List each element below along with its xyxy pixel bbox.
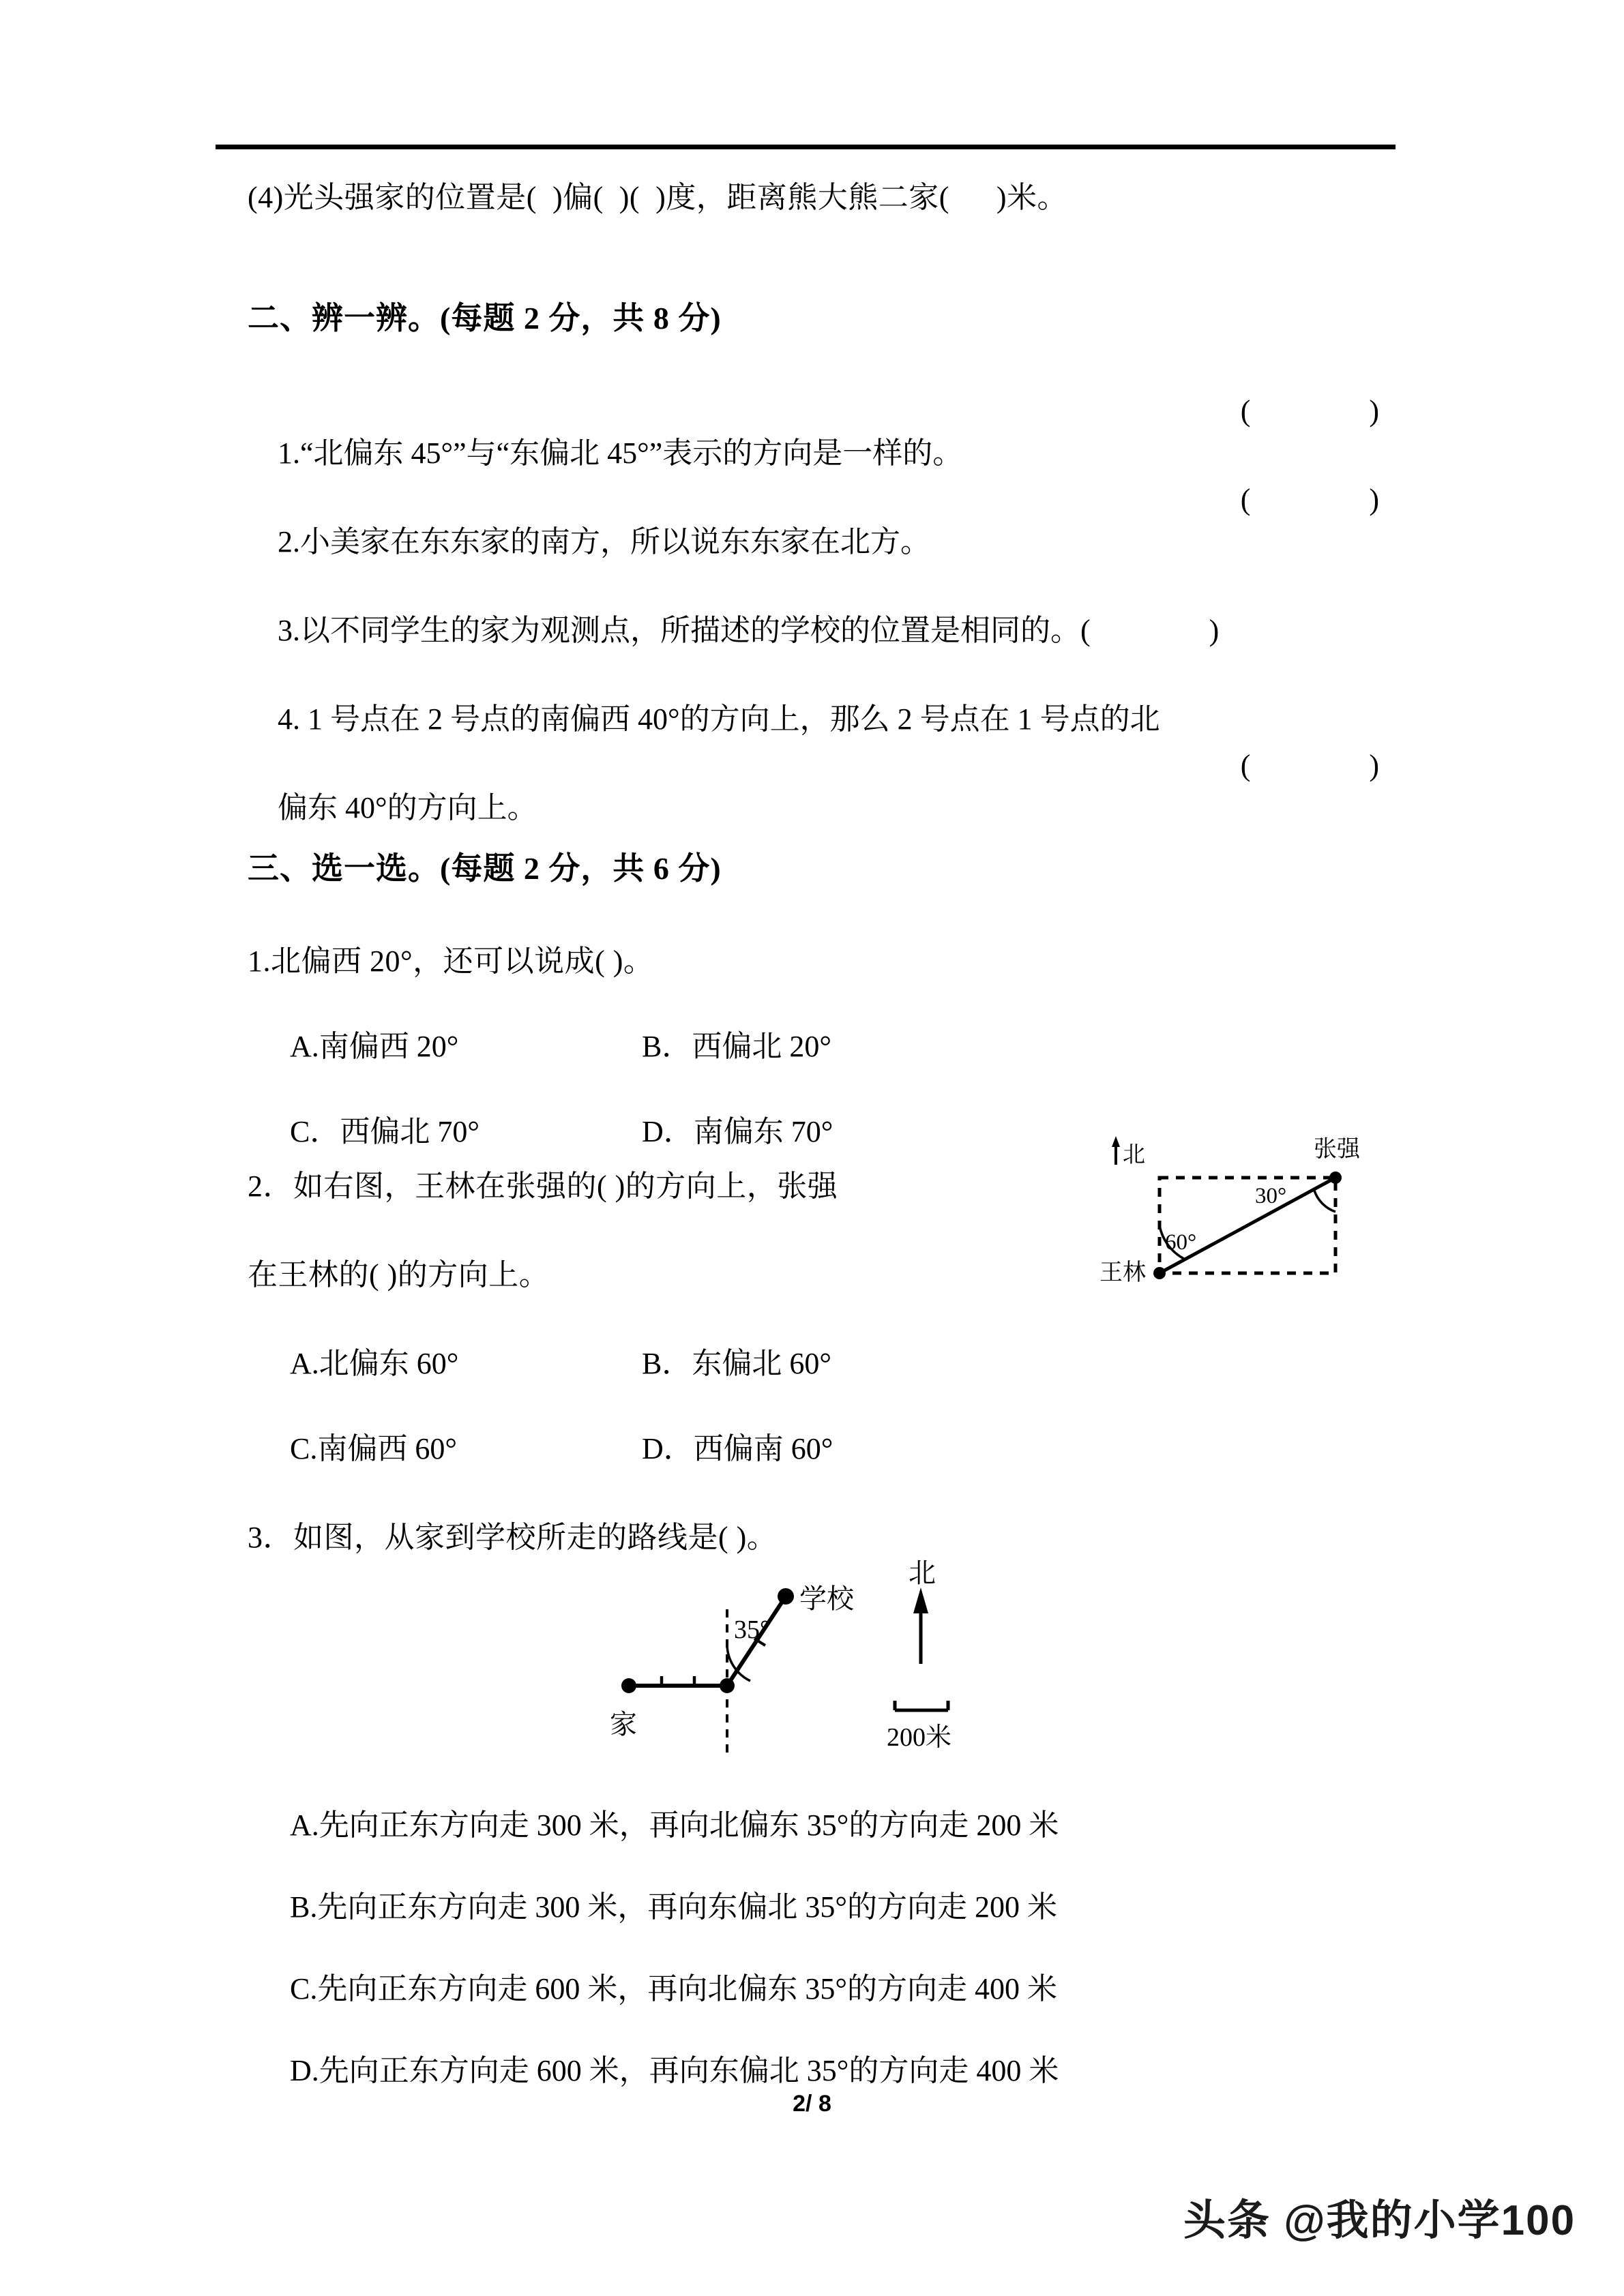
question-2-diagram: [1097, 1132, 1390, 1302]
choice-question-2-option-a[interactable]: A.北偏东 60°: [290, 1347, 459, 1380]
question-2-point-wanglin: [1153, 1267, 1166, 1279]
true-false-item-3-answer-bracket[interactable]: ( ): [1080, 614, 1237, 647]
question-3-point-school: [778, 1588, 794, 1605]
question-3-diagram-svg: [600, 1555, 1023, 1759]
question-3-angle-label-35: 35°: [734, 1615, 771, 1644]
question-3-scale-label: 200米: [887, 1723, 952, 1752]
choice-question-3-option-a[interactable]: A.先向正东方向走 300 米，再向北偏东 35°的方向走 200 米: [290, 1808, 1059, 1842]
true-false-item-4-text-line2: 偏东 40°的方向上。: [278, 791, 537, 824]
question-2-point-zhangqiang: [1329, 1172, 1342, 1184]
question-2-angle-arc-b: [1314, 1191, 1335, 1212]
question-3-north-label: 北: [909, 1557, 936, 1588]
choice-question-2-option-b[interactable]: B．东偏北 60°: [642, 1347, 831, 1380]
question-2-angle-label-60: 60°: [1165, 1230, 1197, 1255]
section-two-heading: 二、辨一辨。(每题 2 分，共 8 分): [248, 301, 722, 336]
question-2-north-label: 北: [1123, 1143, 1145, 1167]
choice-question-3-stem: 3．如图，从家到学校所走的路线是( )。: [248, 1521, 778, 1554]
page-number: 2/ 8: [793, 2091, 831, 2117]
choice-question-3-option-d[interactable]: D.先向正东方向走 600 米，再向东偏北 35°的方向走 400 米: [290, 2054, 1059, 2087]
true-false-item-2-text: 2.小美家在东东家的南方，所以说东东家在北方。: [278, 525, 930, 558]
true-false-item-1-text: 1.“北偏东 45°”与“东偏北 45°”表示的方向是一样的。: [278, 436, 963, 470]
question-2-diagram-svg: [1097, 1132, 1390, 1302]
choice-question-1-option-b[interactable]: B．西偏北 20°: [642, 1030, 831, 1063]
choice-question-2-option-d[interactable]: D．西偏南 60°: [642, 1432, 833, 1465]
question-3-label-home: 家: [610, 1709, 637, 1740]
section-three-heading: 三、选一选。(每题 2 分，共 6 分): [248, 851, 722, 886]
question-2-connecting-line: [1160, 1178, 1335, 1273]
true-false-item-2-answer-bracket[interactable]: ( ): [1240, 483, 1397, 516]
choice-question-2-stem-line2: 在王林的( )的方向上。: [248, 1258, 550, 1292]
question-3-angle-arc: [727, 1645, 750, 1681]
choice-question-1-option-c[interactable]: C．西偏北 70°: [290, 1115, 479, 1148]
question-2-label-wanglin: 王林: [1099, 1260, 1146, 1285]
question-3-diagram: [600, 1555, 1023, 1759]
choice-question-1-option-d[interactable]: D．南偏东 70°: [642, 1115, 833, 1148]
choice-question-3-option-b[interactable]: B.先向正东方向走 300 米，再向东偏北 35°的方向走 200 米: [290, 1890, 1057, 1924]
question-2-angle-label-30: 30°: [1255, 1184, 1287, 1208]
choice-question-1-option-a[interactable]: A.南偏西 20°: [290, 1030, 459, 1063]
choice-question-2-stem-line1: 2．如右图，王林在张强的( )的方向上，张强: [248, 1169, 838, 1203]
page-header-rule: [216, 145, 1396, 149]
question-3-label-school: 学校: [799, 1583, 854, 1614]
true-false-item-1-answer-bracket[interactable]: ( ): [1240, 394, 1397, 428]
choice-question-2-option-c[interactable]: C.南偏西 60°: [290, 1432, 457, 1465]
fill-in-item-4: (4)光头强家的位置是( )偏( )( )度，距离熊大熊二家( )米。: [248, 181, 1068, 214]
true-false-item-4-text-line1: 4. 1 号点在 2 号点的南偏西 40°的方向上，那么 2 号点在 1 号点的北: [278, 702, 1160, 736]
question-3-point-turn: [720, 1678, 735, 1693]
question-3-north-arrow-icon: [913, 1587, 928, 1664]
true-false-item-4-answer-bracket[interactable]: ( ): [1240, 749, 1397, 782]
true-false-item-3-text: 3.以不同学生的家为观测点，所描述的学校的位置是相同的。: [278, 614, 1080, 647]
choice-question-1-stem: 1.北偏西 20°，还可以说成( )。: [248, 944, 654, 978]
question-3-scale-bar: [895, 1701, 948, 1710]
choice-question-3-option-c[interactable]: C.先向正东方向走 600 米，再向北偏东 35°的方向走 400 米: [290, 1972, 1057, 2006]
watermark: 头条 @我的小学100: [1183, 2197, 1576, 2244]
question-3-point-home: [621, 1678, 636, 1693]
north-arrow-icon: [1112, 1136, 1120, 1165]
question-2-label-zhangqiang: 张强: [1314, 1137, 1360, 1162]
